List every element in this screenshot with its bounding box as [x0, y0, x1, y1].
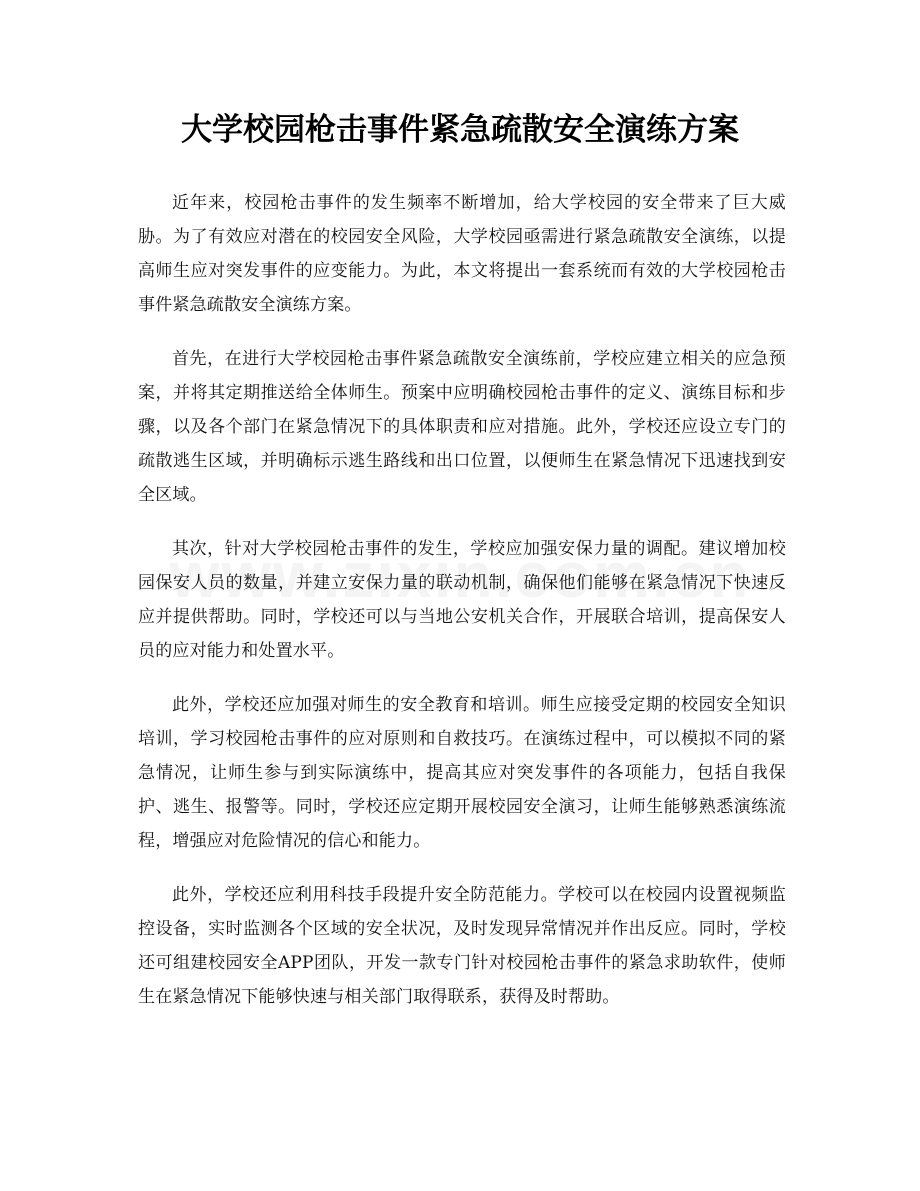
paragraph-2: 首先，在进行大学校园枪击事件紧急疏散安全演练前，学校应建立相关的应急预案，并将其定期推送给全体师生。预案中应明确校园枪击事件的定义、演练目标和步骤，以及各个部门在紧急情况下的具体职责和应对措施。此外，学校还应设立专门的疏散逃生区域，并明确标示逃生路线和出口位置，以便师生在紧急情况下迅速找到安全区域。	[138, 349, 786, 505]
document-title: 大学校园枪击事件紧急疏散安全演练方案	[181, 112, 739, 148]
paragraph-3: 其次，针对大学校园枪击事件的发生，学校应加强安保力量的调配。建议增加校园保安人员的数量，并建立安保力量的联动机制，确保他们能够在紧急情况下快速反应并提供帮助。同时，学校还可以与当地公安机关合作，开展联合培训，提高保安人员的应对能力和处置水平。	[138, 539, 786, 661]
paragraph-4: 此外，学校还应加强对师生的安全教育和培训。师生应接受定期的校园安全知识培训，学习校园枪击事件的应对原则和自救技巧。在演练过程中，可以模拟不同的紧急情况，让师生参与到实际演练中，提高其应对突发事件的各项能力，包括自我保护、逃生、报警等。同时，学校还应定期开展校园安全演习，让师生能够熟悉演练流程，增强应对危险情况的信心和能力。	[138, 695, 786, 851]
document-body	[138, 186, 786, 1034]
paragraph-1: 近年来，校园枪击事件的发生频率不断增加，给大学校园的安全带来了巨大威胁。为了有效应对潜在的校园安全风险，大学校园亟需进行紧急疏散安全演练，以提高师生应对突发事件的应变能力。为此，本文将提出一套系统而有效的大学校园枪击事件紧急疏散安全演练方案。	[138, 193, 786, 315]
paragraph-5: 此外，学校还应利用科技手段提升安全防范能力。学校可以在校园内设置视频监控设备，实时监测各个区域的安全状况，及时发现异常情况并作出反应。同时，学校还可组建校园安全APP团队，开发一款专门针对校园枪击事件的紧急求助软件，使师生在紧急情况下能够快速与相关部门取得联系，获得及时帮助。	[138, 885, 786, 1007]
